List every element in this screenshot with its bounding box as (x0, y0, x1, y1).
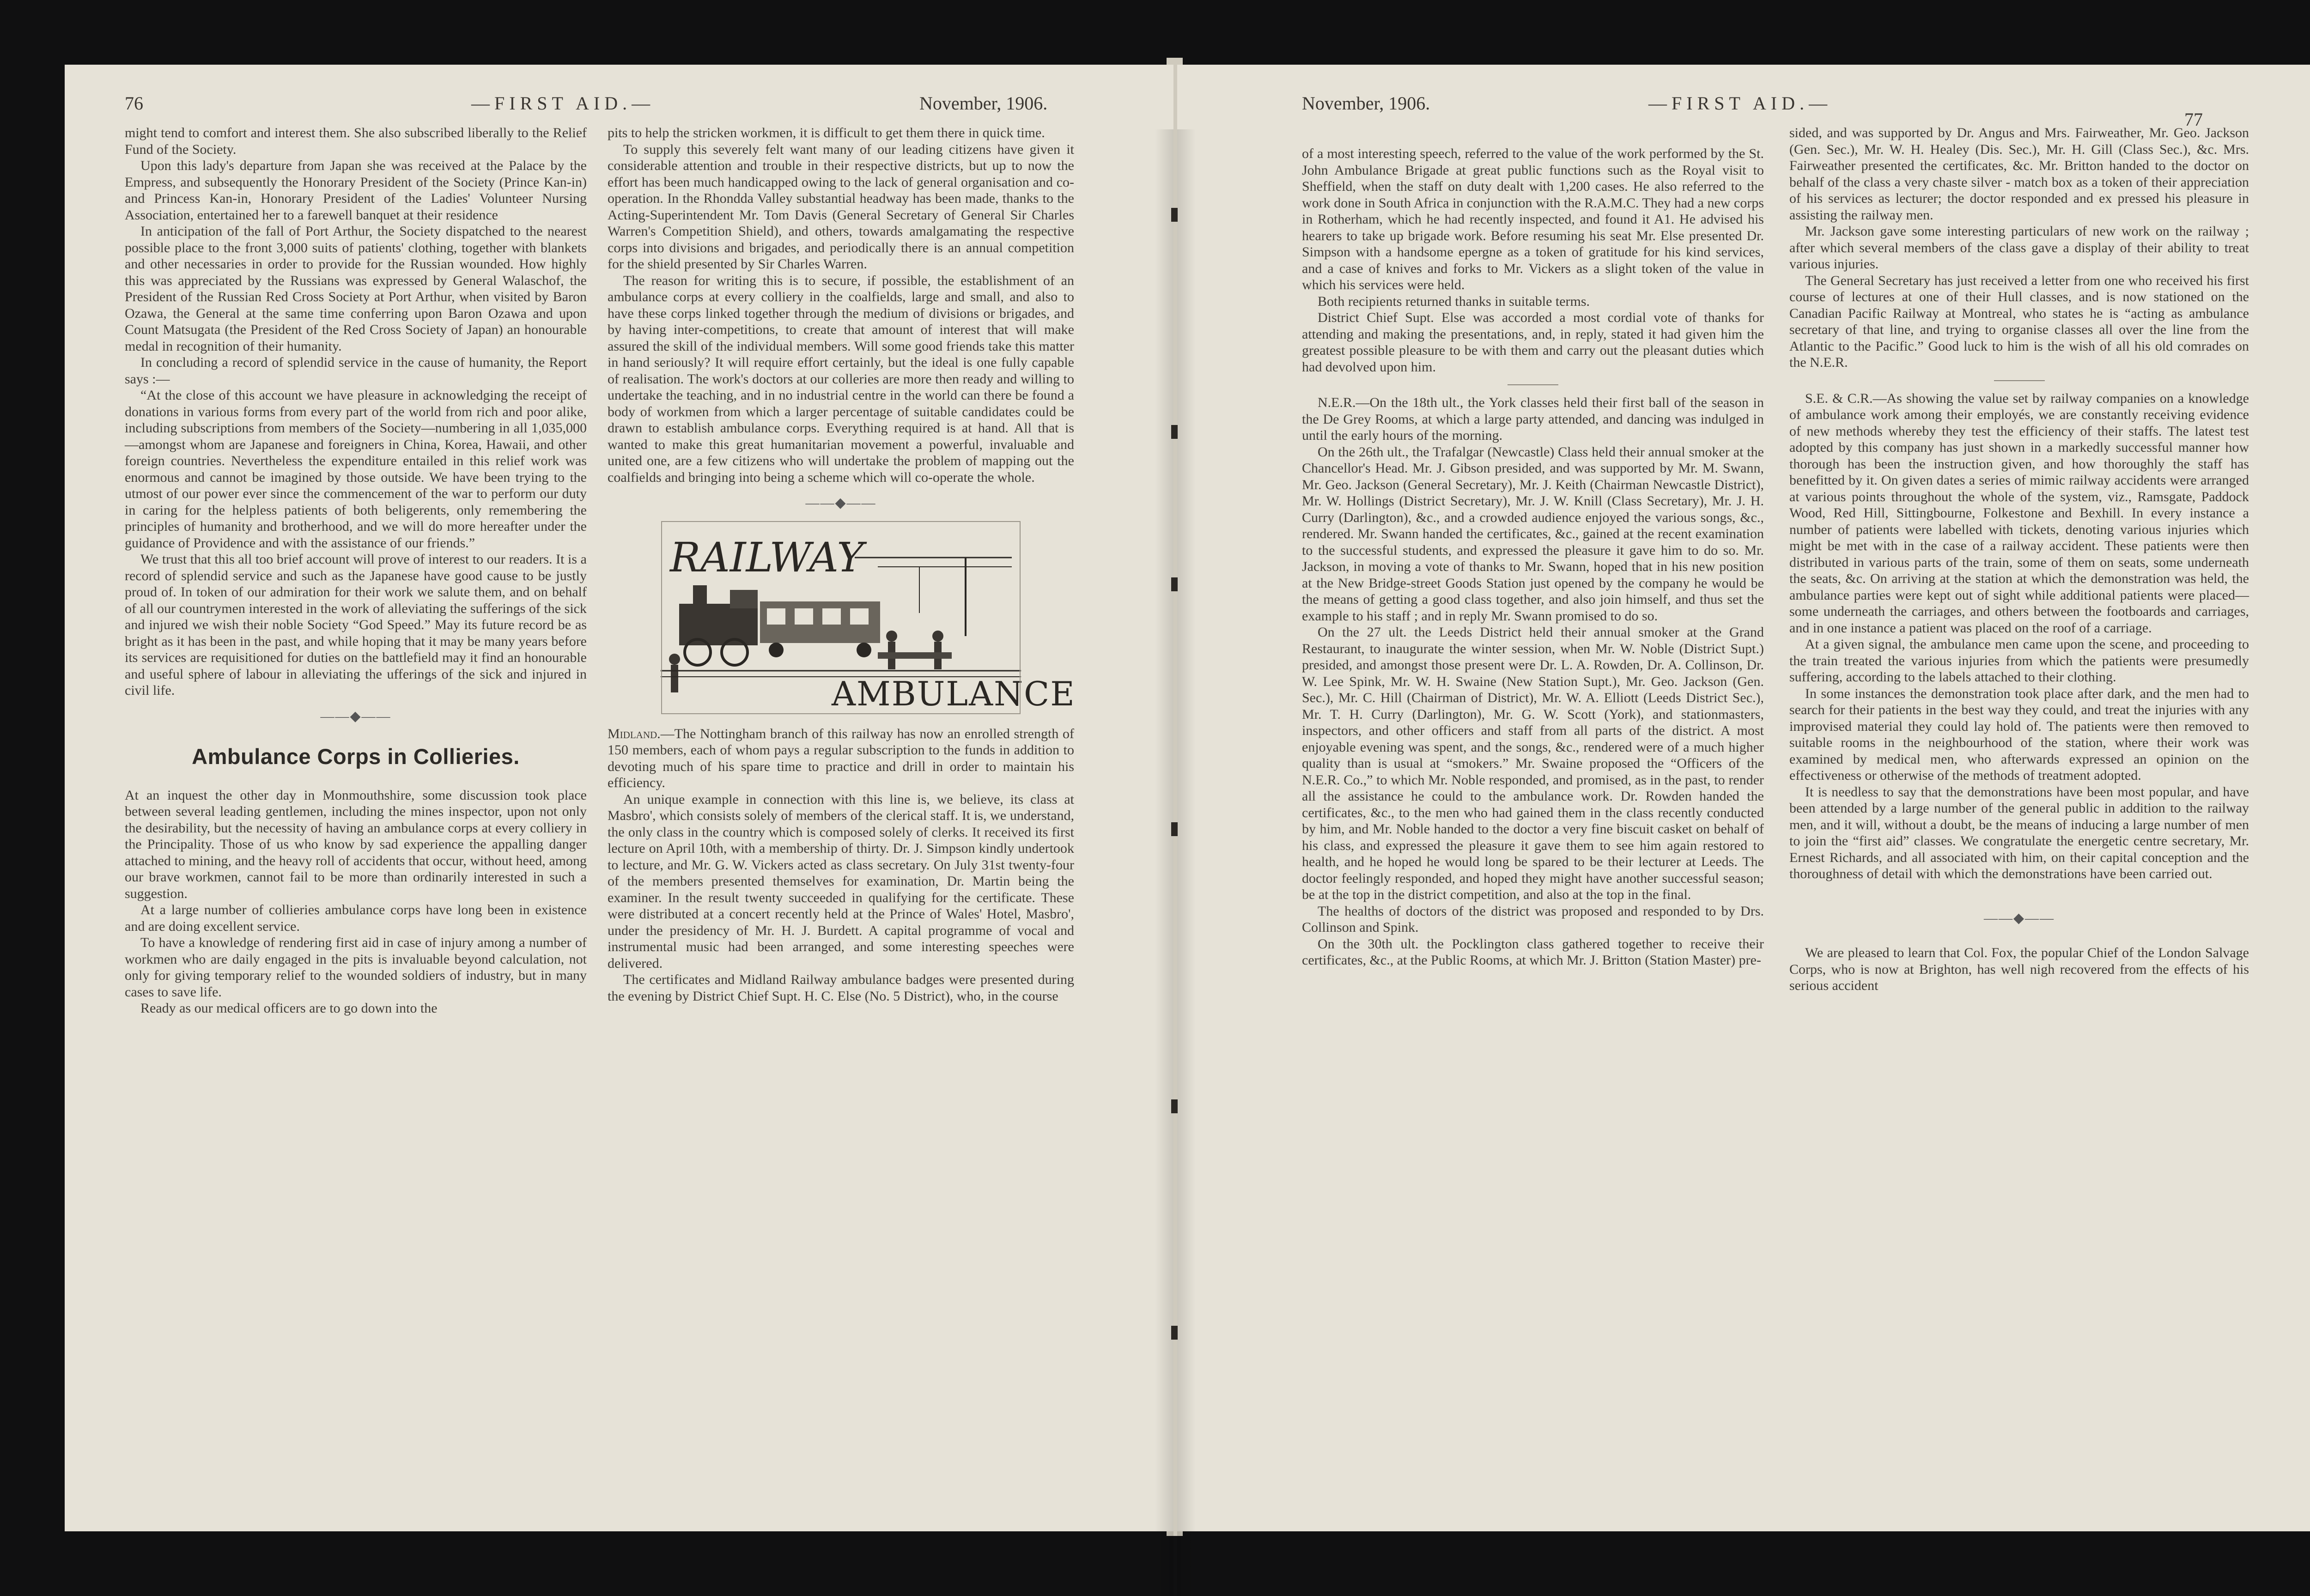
paragraph: The General Secretary has just received a letter from one who received his first course of lectures at one of their Hull classes, and is now stationed on the Canadian Pacific Railway at Montreal, who states he is “acting as ambulance secretary of that line, and trying to organise classes all over the line from the Atlantic to the Pacific.” Good luck to him is the wish of all his old comrades on the N.E.R. (1789, 273, 2249, 370)
page-date: November, 1906. (919, 93, 1048, 114)
locomotive-drawing (679, 585, 880, 665)
paragraph: It is needless to say that the demonstrations have been most popular, and have been attended by a large number of the general public in addition to the railway men, and it will, without a doubt, be the means of inducing a large number of men to join the “first aid” classes. We congratulate the energetic centre secretary, Mr. Ernest Richards, and all associated with him, on their capital conception and the thoroughness of detail with which the demonstrations have been carried out. (1789, 784, 2249, 881)
paragraph: On the 30th ult. the Pocklington class gathered together to receive their certificates, &c., at the Public Rooms, at which Mr. J. Britton (Station Master) pre- (1302, 936, 1764, 968)
railway-title: RAILWAY (670, 533, 864, 581)
paragraph: Ready as our medical officers are to go down into the (140, 1001, 438, 1016)
paragraph: In anticipation of the fall of Port Arthur, the Society dispatched to the nearest possible place to the front 3,000 suits of patients' clothing, together with blankets and other necessaries in order to provide for the Russian wounded. How highly this was appreciated by the Russians was expressed by General Walaschof, the President of the Russian Red Cross Society at Port Arthur, when visited by Baron Ozawa, the General at the same time conferring upon Baron Ozawa and upon Count Matsugata (the President of the Red Cross Society of Japan) an honourable medal in recognition of their humanity. (125, 224, 587, 354)
paragraph: of a most interesting speech, referred to the value of the work performed by the St. John Ambulance Brigade at great public functions such as the Royal visit to Sheffield, when the staff on duty dealt with 1,200 cases. He also referred to the work done in South Africa in conjunction with the R.A.M.C. They had a new corps in Rotherham, which he had recently inspected, and found it A1. He advised his hearers to take up brigade work. Before resuming his seat Mr. Else presented Dr. Simpson with a handsome epergne as a token of gratitude for his kind services, and a case of knives and forks to Mr. Vickers as a slight token of the value in which his services were held. (1302, 146, 1764, 292)
right-page (1177, 65, 2310, 1531)
gutter-shadow (1177, 129, 1196, 1596)
paragraph: “At the close of this account we have pleasure in acknowledging the receipt of donations in various forms from every part of the world from rich and poor alike, including subscriptions from members of the Society—numbering in all 1,035,000—amongst whom are Japanese and foreigners in China, Korea, Hawaii, and other foreign countries. Nevertheless the expenditure entailed in this relief work was enormous and cannot be imagined by those outside. We have been trying to the utmost of our power ever since the commencement of the war to perform our duty in caring for the helpless patients of both beligerents, only remembering the principles of humanity and brotherhood, and we will do more hereafter under the guidance of Providence and with the assistance of our friends.” (125, 388, 587, 551)
paragraph: In some instances the demonstration took place after dark, and the men had to search for their patients in the best way they could, and treat the injuries with any improvised material they could lay hold of. The patients were then removed to suitable rooms in the neighbourhood of the station, where their work was examined by medical men, who afterwards expressed an opinion on the effectiveness or otherwise of the methods of treatment adopted. (1789, 686, 2249, 783)
section-separator: ——◆—— (1983, 910, 2055, 926)
article-heading: Ambulance Corps in Collieries. (192, 744, 520, 769)
paragraph: The reason for writing this is to secure, if possible, the establishment of an ambulance corps at every colliery in the coalfields, large and small, and also to have these corps linked together through the medium of divisions or brigades, and by having inter-competitions, to create that amount of interest that will make assured the skill of the individual members. Will some good friends take this matter in hand seriously? It will require effort certainly, but the ideal is one fully capable of realisation. The work's doctors at our colleries are more then ready and willing to undertake the teaching, and in no industrial centre in the world can there be found a body of workmen from which a larger percentage of suitable candidates could be drawn to establish ambulance corps. Everything required is at hand. All that is wanted to make this great humanitarian movement a powerful, invaluable and united one, are a few citizens who will undertake the problem of mapping out the coalfields and bringing into being a scheme which will co-operate the whole. (608, 273, 1074, 485)
paragraph: District Chief Supt. Else was accorded a most cordial vote of thanks for attending and making the presentations, and, in reply, stated it had given him the greatest possible pleasure to be with them and carry out the pleasant duties which had devolved upon him. (1302, 310, 1764, 375)
paragraph: The healths of doctors of the district was proposed and responded to by Drs. Collinson and Spink. (1302, 903, 1764, 935)
paragraph: On the 27 ult. the Leeds District held their annual smoker at the Grand Restaurant, to inaugurate the winter session, when Mr. W. Noble (District Supt.) presided, and amongst those present were Dr. L. A. Rowden, Dr. A. Collinson, Dr. W. Lee Spink, Mr. W. H. Swaine (New Station Supt.), Mr. Geo. Jackson (Gen. Sec.), Mr. C. Hill (Chairman of District), Mr. W. A. Elliott (Leeds District Sec.), Mr. T. H. Curry (Darlington), Mr. G. W. Scott (York), and stationmasters, inspectors, and other officers and staff from all parts of the district. A most enjoyable evening was spent, and the songs, &c., rendered were of a much higher quality than is usual at “smokers.” Mr. Swaine proposed the “Officers of the N.E.R. Co.,” to which Mr. Noble responded, and promised, as in the past, to render all the assistance he could to the ambulance work. Dr. Rowden handed the certificates, &c., to the men who had gained them in the class recently conducted by him, and Mr. Noble handed to the doctor a very fine biscuit casket on behalf of his class, and expressed the pleasure it gave them to see him again restored to health, and he hoped he would long be spared to be their lecturer at Leeds. The doctor feelingly responded, and hoped they might have another successful season; be at the top in the district competition, and also at the top in the final. (1302, 625, 1764, 902)
stitch-mark (1171, 822, 1178, 836)
left-column-1 (125, 125, 587, 1017)
paragraph: might tend to comfort and interest them. She also subscribed liberally to the Relief Fund of the Society. (125, 125, 587, 157)
paragraph: pits to help the stricken workmen, it is difficult to get them there in quick time. (608, 125, 1045, 140)
right-column-1 (1302, 146, 1764, 969)
paragraph: sided, and was supported by Dr. Angus and Mrs. Fairweather, Mr. Geo. Jackson (Gen. Sec.), Mr. W. H. Healey (Dis. Sec.), Mr. H. Gill (Class Sec.), &c. Mrs. Fairweather presented the certificates, &c. Mr. Britton handed to the doctor on behalf of the class a very chaste silver - match box as a token of their appreciation of his services as lecturer; the doctor responded and ex pressed his pleasure in assisting the railway men. (1789, 125, 2249, 223)
section-label: Midland. (608, 726, 661, 741)
paragraph-body: —As showing the value set by railway companies on a knowledge of ambulance work among their employés, we are constantly receiving evidence of new methods whereby they test the efficiency of their staffs. The latest test adopted by this company has just shown in a markedly successful manner how thorough has been the instruction given, and how thoroughly the staff has benefitted by it. On given dates a series of mimic railway accidents were arranged at various points throughout the whole of the system, viz., Ramsgate, Paddock Wood, Red Hill, Sittingbourne, Folkestone and Bexhill. In every instance a number of patients were labelled with tickets, denoting various injuries which might be met with in the case of a railway accident. These patients were then distributed in various parts of the train, some of them on seats, some underneath the seats, &c. On arriving at the station at which the demonstration was held, the ambulance parties were kept out of sight while additional patients were placed—some underneath the carriages, and others between the footboards and carriages, and in one instance a patient was placed on the roof of a carriage. (1789, 390, 2249, 636)
section-separator: ——◆—— (805, 495, 876, 510)
railway-ambulance-illustration (661, 521, 1076, 715)
page-number: 77 (2184, 109, 2203, 130)
paragraph (1789, 390, 2249, 637)
stitch-mark (1171, 1326, 1178, 1340)
paragraph: Mr. Jackson gave some interesting particulars of new work on the railway ; after which several members of the class gave a display of their ability to treat various injuries. (1789, 224, 2249, 272)
section-label: N.E.R. (1318, 395, 1356, 410)
section-label: S.E. & C.R. (1805, 390, 1873, 406)
stitch-mark (1171, 1099, 1178, 1113)
paragraph: At a large number of collieries ambulance corps have long been in existence and are doing excellent service. (125, 902, 587, 934)
section-separator: ——◆—— (320, 708, 391, 724)
paragraph-body: —On the 18th ult., the York classes held their first ball of the season in the De Grey Rooms, at which a large party attended, and dancing was indulged in until the early hours of the morning. (1302, 395, 1764, 443)
paragraph (1302, 394, 1764, 444)
paragraph: To supply this severely felt want many of our leading citizens have given it considerable attention and trouble in their respective districts, but up to now the effort has been much handicapped owing to the lack of general organisation and co-operation. In the Rhondda Valley substantial headway has been made, thanks to the Acting-Superintendent Mr. Tom Davis (General Secretary of General Sir Charles Warren's Competition Shield), and others, towards amalgamating the respective corps into divisions and brigades, and periodically there is an annual competition for the shield presented by Sir Charles Warren. (608, 141, 1074, 272)
page-number: 76 (125, 93, 143, 114)
paragraph (608, 726, 1074, 791)
stitch-mark (1171, 208, 1178, 222)
paragraph: We are pleased to learn that Col. Fox, the popular Chief of the London Salvage Corps, who is now at Brighton, has well nigh recovered from the effects of his serious accident (1789, 945, 2249, 993)
stitch-mark (1171, 425, 1178, 439)
paragraph: At an inquest the other day in Monmouthshire, some discussion took place between several leading gentlemen, including the mines inspector, upon not only the desirability, but the necessity of having an ambulance corps at every colliery in the Principality. Those of us who know by sad experience the appalling danger attached to mining, and the heavy roll of accidents that occur, without heed, among our brave workmen, cannot fail to be more than ordinarily interested in such a suggestion. (125, 787, 587, 901)
right-column-2 (1789, 125, 2249, 994)
stitch-mark (1171, 577, 1178, 591)
running-title: —FIRST AID.— (1648, 93, 1832, 114)
section-separator (1994, 380, 2045, 381)
paragraph: At a given signal, the ambulance men came upon the scene, and proceeding to the train treated the various injuries from which the patients were presumedly suffering, according to the labels attached to their clothing. (1789, 637, 2249, 685)
page-date: November, 1906. (1302, 93, 1430, 114)
left-page (65, 65, 1173, 1531)
section-separator (1508, 384, 1558, 385)
paragraph: On the 26th ult., the Trafalgar (Newcastle) Class held their annual smoker at the Chancellor's Head. Mr. J. Gibson presided, and was supported by Mr. M. Swann, Mr. Geo. Jackson (General Secretary), Mr. J. Keith (Chairman Newcastle District), Mr. W. Hollings (District Secretary), Mr. J. W. Knill (Class Secretary), Mr. J. H. Curry (Darlington), &c., and a crowded audience enjoyed the various songs, &c., rendered. Mr. Swann handed the certificates, &c., gained at the recent examination to the successful students, and expressed the pleasure it gave him to do so. Mr. Jackson, in moving a vote of thanks to Mr. Swann, hoped that in his new position at the New Bridge-street Goods Station just opened by the company he would be the means of getting a good class together, and also join himself, and thus set the example to his staff ; and in reply Mr. Swann promised to do so. (1302, 444, 1764, 624)
paragraph: Upon this lady's departure from Japan she was received at the Palace by the Empress, and subsequently the Honorary President of the Society (Prince Kan-in) and Princess Kan-in, Honorary President of the Ladies' Volunteer Nursing Association, entertained her to a farewell banquet at their residence (125, 158, 587, 223)
paragraph: An unique example in connection with this line is, we believe, its class at Masbro', which consists solely of members of the clerical staff. It is, we understand, the only class in the country which is composed solely of clerks. It received its first lecture on April 10th, with a membership of thirty. Dr. J. Simpson kindly undertook to lecture, and Mr. G. W. Vickers acted as class secretary. On July 31st twenty-four of the members presented themselves for examination, Dr. Martin being the examiner. In the result twenty succeeded in qualifying for the certificate. These were distributed at a concert recently held at the Prince of Wales' Hotel, Masbro', under the presidency of Mr. H. J. Burdett. A capital programme of vocal and instrumental music had been arranged, and some interesting speeches were delivered. (608, 791, 1074, 971)
paragraph: We trust that this all too brief account will prove of interest to our readers. It is a record of splendid service and such as the Japanese have good cause to be justly proud of. In token of our admiration for their work we salute them, and on behalf of all our countrymen interested in the work of alleviating the sufferings of the sick and injured we wish their noble Society “God Speed.” May its future record be as bright as it has been in the past, and while hoping that it may be many years before its services are requisitioned for duties on the battlefield may it find an honourable and useful sphere of labour in alleviating the ufferings of the sick and injured in civil life. (125, 552, 587, 698)
paragraph-body: —The Nottingham branch of this railway has now an enrolled strength of 150 members, each of whom pays a regular subscription to the funds in addition to devoting much of his spare time to practice and drill in order to maintain his efficiency. (608, 726, 1074, 790)
left-column-2 (608, 125, 1074, 1004)
gutter-shadow (1155, 129, 1173, 1596)
ambulance-title: AMBULANCE (832, 674, 1076, 713)
paragraph: To have a knowledge of rendering first aid in case of injury among a number of workmen who are daily engaged in the pits is invaluable beyond calculation, not only for giving temporary relief to the wounded soldiers of industry, but in many cases to save life. (125, 935, 587, 1000)
paragraph: In concluding a record of splendid service in the cause of humanity, the Report says :— (125, 355, 587, 387)
paragraph: The certificates and Midland Railway ambulance badges were presented during the evening by District Chief Supt. H. C. Else (No. 5 District), who, in the course (608, 972, 1074, 1004)
paragraph: Both recipients returned thanks in suitable terms. (1318, 293, 1590, 309)
running-title: —FIRST AID.— (471, 93, 655, 114)
